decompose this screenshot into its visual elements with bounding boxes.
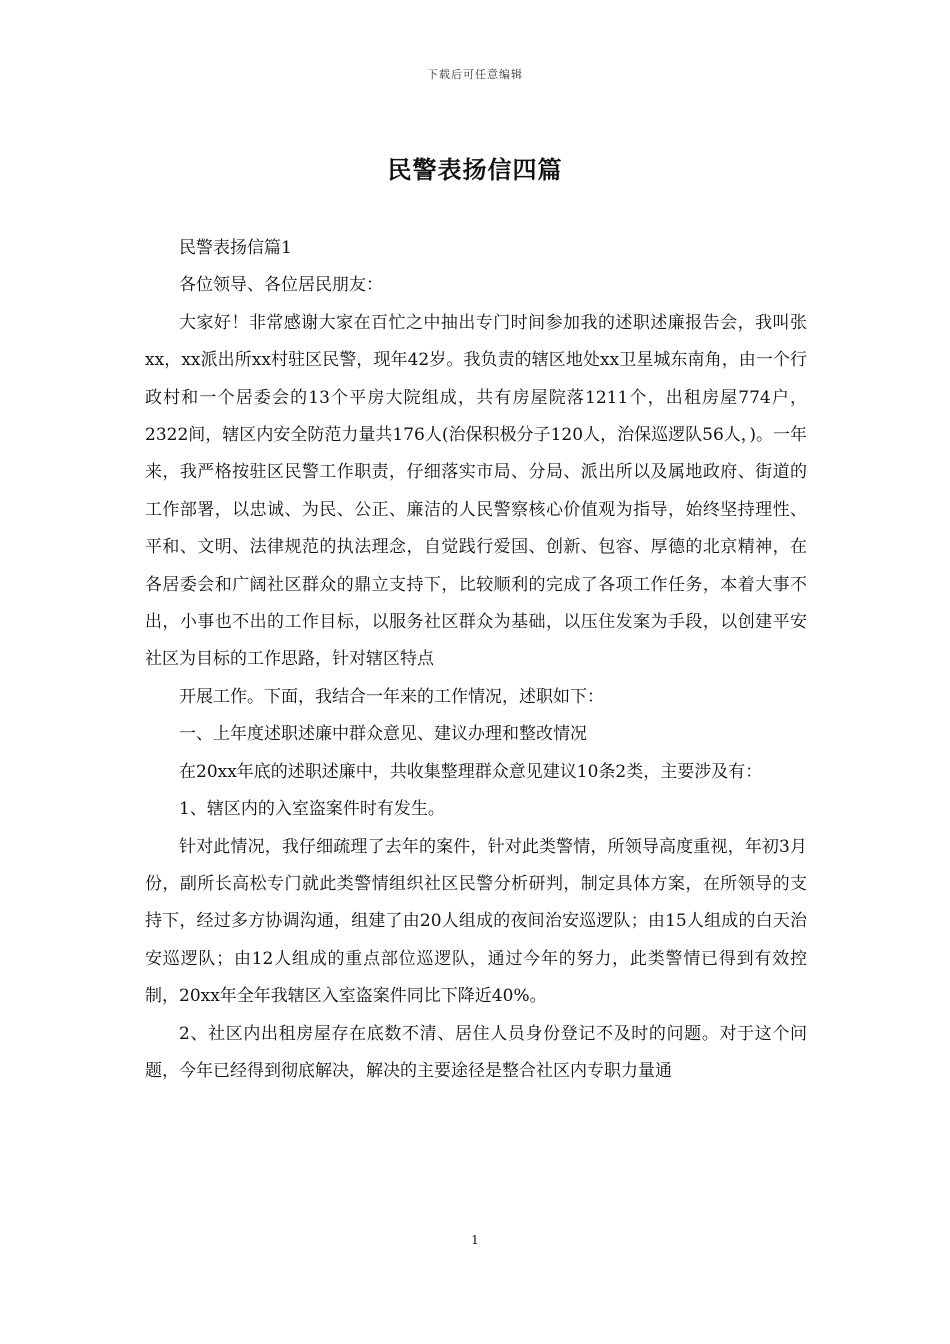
subsection-heading: 一、上年度述职述廉中群众意见、建议办理和整改情况 [179,724,587,745]
salutation: 各位领导、各位居民朋友： [179,275,383,296]
body-paragraph: 针对此情况，我仔细疏理了去年的案件，针对此类警情，所领导高度重视，年初3月份，副所长高松专门就此类警情组织社区民警分析研判，制定具体方案，在所领导的支持下，经过多方协调沟通，组建了由20人组成的夜间治安巡逻队；由15人组成的白天治安巡逻队；由12人组成的重点部位巡逻队，通过今年的努力，此类警情已得到有效控制，20xx年全年我辖区入室盗案件同比下降近40%。 [145,836,807,1007]
section-heading: 民警表扬信篇1 [179,238,292,258]
header-note: 下载后可任意编辑 [427,68,523,81]
body-paragraph: 大家好！非常感谢大家在百忙之中抽出专门时间参加我的述职述廉报告会，我叫张xx，xx派出所xx村驻区民警，现年42岁。我负责的辖区地处xx卫星城东南角，由一个行政村和一个居委会的13个平房大院组成，共有房屋院落1211个，出租房屋774户，2322间，辖区内安全防范力量共176人(治保积极分子120人，治保巡逻队56人，)。一年来，我严格按驻区民警工作职责，仔细落实市局、分局、派出所以及属地政府、街道的工作部署，以忠诚、为民、公正、廉洁的人民警察核心价值观为指导，始终坚持理性、平和、文明、法律规范的执法理念，自觉践行爱国、创新、包容、厚德的北京精神，在各居委会和广阔社区群众的鼎立支持下，比较顺利的完成了各项工作任务，本着大事不出，小事也不出的工作目标，以服务社区群众为基础，以压住发案为手段，以创建平安社区为目标的工作思路，针对辖区特点 [145,312,807,670]
list-item: 2、社区内出租房屋存在底数不清、居住人员身份登记不及时的问题。对于这个问题，今年已经得到彻底解决，解决的主要途径是整合社区内专职力量通 [145,1023,807,1081]
body-paragraph: 在20xx年底的述职述廉中，共收集整理群众意见建议10条2类，主要涉及有： [179,761,763,782]
list-item: 1、辖区内的入室盗案件时有发生。 [179,799,445,820]
body-paragraph: 开展工作。下面，我结合一年来的工作情况，述职如下： [179,686,604,707]
document-body [145,230,807,1090]
document-title: 民警表扬信四篇 [387,155,563,184]
page-number: 1 [471,1233,479,1247]
